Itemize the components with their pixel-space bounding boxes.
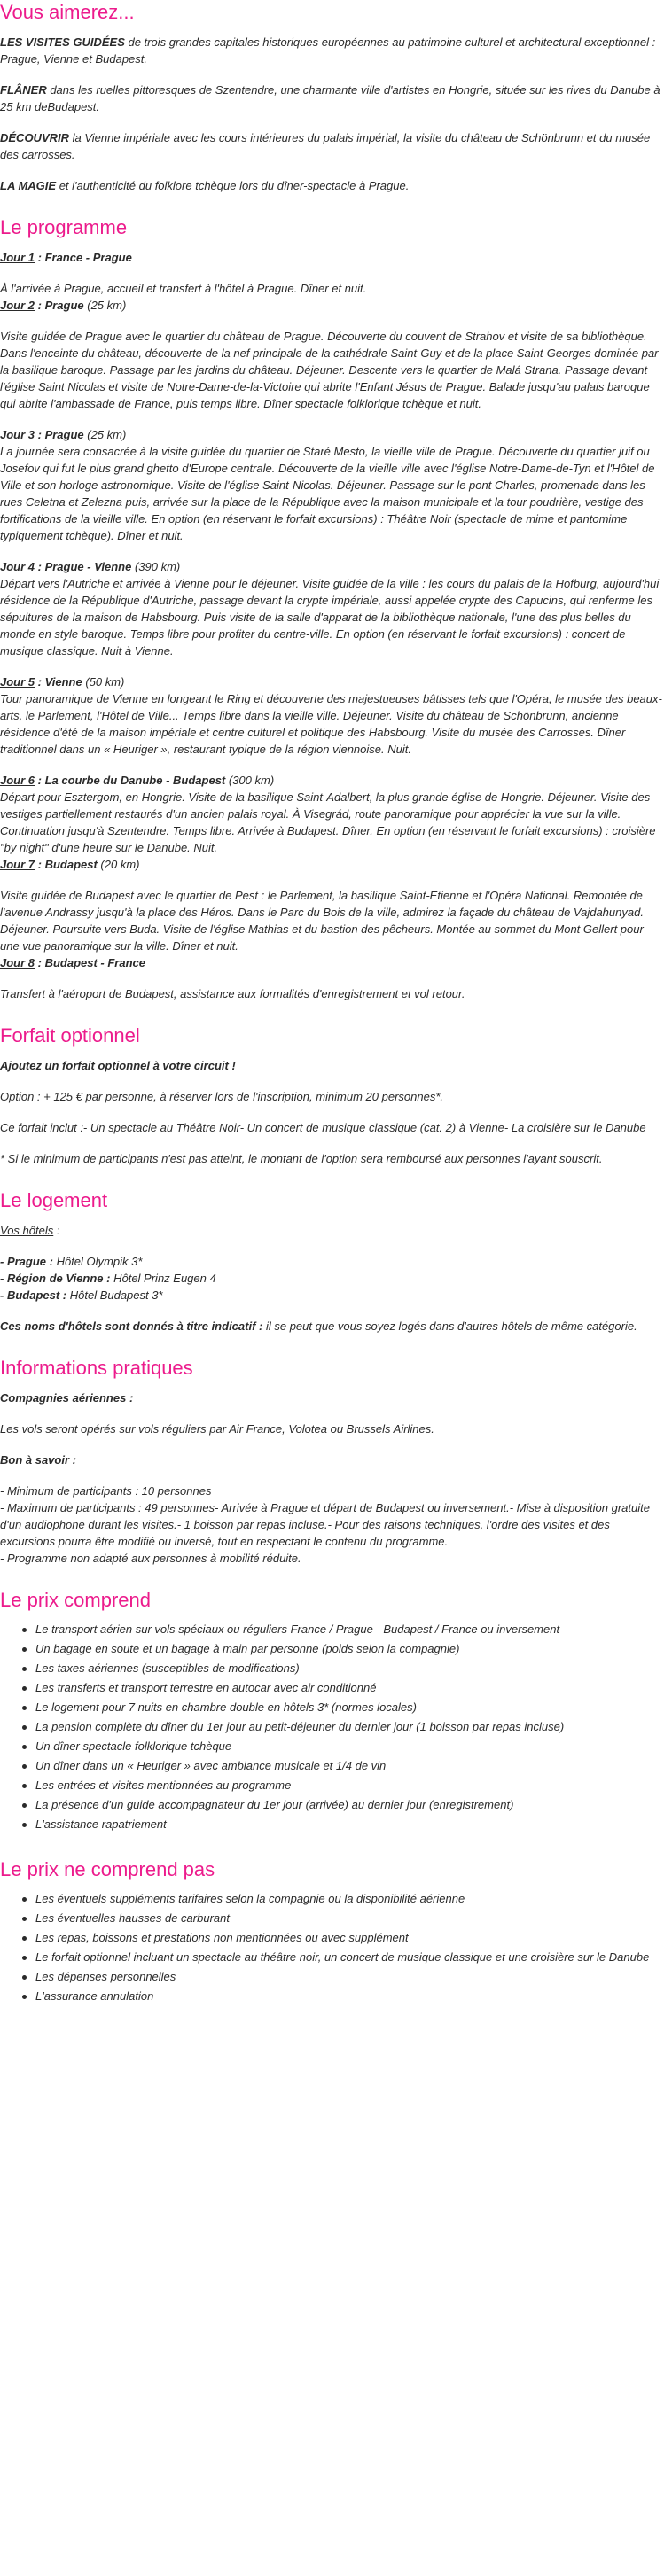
list-item-text: Les entrées et visites mentionnées au programme — [35, 1778, 292, 1792]
list-item — [35, 1797, 665, 1813]
list-item-text: L'assistance rapatriement — [35, 1817, 167, 1831]
list-item-text: L'assurance annulation — [35, 1989, 154, 2003]
bullet-icon — [22, 1936, 27, 1941]
day-distance: (390 km) — [131, 560, 181, 573]
hotel-city: - Prague : — [0, 1255, 53, 1268]
bullet-icon — [22, 1725, 27, 1730]
day-text: Départ pour Esztergom, en Hongrie. Visite de la basilique Saint-Adalbert, la plus grande église de Hongrie. Déjeuner. Visite des vestiges partiellement restaurés d'un ancien palais royal. À Visegrád, route panoramique pour apprécier la vue sur la ville. Continuation jusqu'à Szentendre. Temps libre. Arrivée à Budapest. Dîner. En option (en réservant le forfait excursions) : croisière "by night" d'une heure sur le Danube. Nuit. — [0, 790, 656, 854]
list-item — [35, 1661, 665, 1677]
list-item — [35, 1739, 665, 1755]
list-item — [35, 1641, 665, 1657]
bullet-icon — [22, 1745, 27, 1749]
highlight-paragraph — [0, 34, 665, 67]
highlight-paragraph — [0, 82, 665, 115]
bullet-icon — [22, 1975, 27, 1980]
day-heading — [0, 673, 665, 690]
list-item — [35, 1969, 665, 1985]
bullet-icon — [22, 1784, 27, 1788]
forfait-subtitle-text: Ajoutez un forfait optionnel à votre circuit ! — [0, 1059, 236, 1072]
day-text: Tour panoramique de Vienne en longeant le Ring et découverte des majestueuses bâtisses tels que l'Opéra, le musée des beaux-arts, le Parlement, l'Hôtel de Ville... Temps libre dans la vieille ville. Déjeuner. Visite du château de Schönbrunn, ancienne résidence d'été de la maison impériale et centre culturel et politique des Habsbourg. Visite du musée des Carrosses. Dîner traditionnel dans un « Heuriger », restaurant typique de la région viennoise. Nuit. — [0, 692, 662, 756]
day-5 — [0, 673, 665, 772]
day-route: : Budapest — [35, 858, 98, 871]
airlines-text: Les vols seront opérés sur vols réguliers par Air France, Volotea ou Brussels Airlines. — [0, 1422, 434, 1436]
day-label: Jour 2 — [0, 299, 35, 312]
day-heading — [0, 249, 665, 266]
forfait-note: * Si le minimum de participants n'est pas atteint, le montant de l'option sera remboursé aux personnes l'ayant souscrit. — [0, 1152, 603, 1165]
day-1 — [0, 249, 665, 297]
bullet-icon — [22, 1667, 27, 1671]
day-3 — [0, 426, 665, 558]
list-item — [35, 1700, 665, 1716]
bullet-icon — [22, 1647, 27, 1652]
hotel-name: Hôtel Prinz Eugen 4 — [110, 1272, 216, 1285]
section-title-forfait: Forfait optionnel — [0, 1024, 140, 1047]
list-item-text: Les dépenses personnelles — [35, 1970, 176, 1983]
day-label: Jour 5 — [0, 675, 35, 689]
hotel-item — [0, 1270, 665, 1287]
hotel-name: Hôtel Budapest 3* — [66, 1288, 163, 1302]
hotel-name: Hôtel Olympik 3* — [52, 1255, 143, 1268]
list-item-text: La présence d'un guide accompagnateur du 1er jour (arrivée) au dernier jour (enregistrement) — [35, 1798, 514, 1811]
forfait-subtitle — [0, 1057, 665, 1074]
highlight-text: dans les ruelles pittoresques de Szentendre, une charmante ville d'artistes en Hongrie, située sur les rives du Danube à 25 km deBudapest. — [0, 83, 660, 113]
good-to-know-label-text: Bon à savoir : — [0, 1453, 76, 1467]
bullet-icon — [22, 1956, 27, 1960]
day-text: Départ vers l'Autriche et arrivée à Vienne pour le déjeuner. Visite guidée de la ville : les cours du palais de la Hofburg, aujourd'hui résidence de la République d'Autriche, passage devant la crypte impériale, aussi appelée crypte des Capucins, qui renferme les sépultures de la maison de Habsbourg. Puis visite de la salle d'apparat de la bibliothèque nationale, l'une des plus belles du monde en style baroque. Temps libre pour profiter du centre-ville. En option (en réservant le forfait excursions) : concert de musique classique. Nuit à Vienne. — [0, 577, 660, 658]
hotels-note-text: il se peut que vous soyez logés dans d'autres hôtels de même catégorie. — [262, 1319, 637, 1333]
day-route: : Prague - Vienne — [35, 560, 132, 573]
bullet-icon — [22, 1823, 27, 1827]
day-text: À l'arrivée à Prague, accueil et transfert à l'hôtel à Prague. Dîner et nuit. — [0, 282, 367, 295]
hotel-item — [0, 1253, 665, 1270]
day-distance: (25 km) — [83, 299, 127, 312]
airlines-label — [0, 1389, 665, 1406]
highlight-text: et l'authenticité du folklore tchèque lors du dîner-spectacle à Prague. — [56, 179, 410, 192]
forfait-includes: Ce forfait inclut :- Un spectacle au Théâtre Noir- Un concert de musique classique (cat. 2) à Vienne- La croisière sur le Danube — [0, 1121, 646, 1134]
day-7 — [0, 856, 665, 954]
hotel-city: - Région de Vienne : — [0, 1272, 111, 1285]
day-distance: (25 km) — [83, 428, 127, 441]
highlight-paragraph — [0, 129, 665, 163]
list-item — [35, 1719, 665, 1735]
list-item — [35, 1911, 665, 1926]
day-distance: (50 km) — [82, 675, 125, 689]
day-route: : Vienne — [35, 675, 82, 689]
day-distance: (20 km) — [97, 858, 140, 871]
list-item-text: Le logement pour 7 nuits en chambre double en hôtels 3* (normes locales) — [35, 1700, 417, 1714]
section-title-comprend: Le prix comprend — [0, 1589, 151, 1611]
day-label: Jour 3 — [0, 428, 35, 441]
day-4 — [0, 558, 665, 673]
list-item-text: Les transferts et transport terrestre en autocar avec air conditionné — [35, 1681, 377, 1694]
excluded-list — [0, 1891, 665, 2004]
list-item — [35, 1988, 665, 2004]
bullet-icon — [22, 1995, 27, 1999]
day-text: Visite guidée de Budapest avec le quartier de Pest : le Parlement, la basilique Saint-Etienne et l'Opéra National. Remontée de l'avenue Andrassy jusqu'à la place des Héros. Dans le Parc du Bois de la ville, admirez la façade du château de Vajdahunyad. Déjeuner. Poursuite vers Buda. Visite de l'église Mathias et du bastion des pêcheurs. Montée au sommet du Mont Gellert pour une vue panoramique sur la ville. Dîner et nuit. — [0, 889, 644, 953]
hotel-city: - Budapest : — [0, 1288, 67, 1302]
hotels-heading-label: Vos hôtels — [0, 1224, 54, 1237]
day-heading — [0, 954, 665, 971]
day-route: : Budapest - France — [35, 956, 145, 969]
good-to-know-line: - Programme non adapté aux personnes à mobilité réduite. — [0, 1552, 301, 1565]
list-item-text: Le forfait optionnel incluant un spectacle au théâtre noir, un concert de musique classique et une croisière sur le Danube — [35, 1950, 650, 1964]
list-item-text: Les éventuelles hausses de carburant — [35, 1911, 230, 1925]
list-item — [35, 1817, 665, 1833]
list-item-text: Le transport aérien sur vols spéciaux ou réguliers France / Prague - Budapest / France ou inversement — [35, 1623, 560, 1636]
day-2 — [0, 297, 665, 426]
day-text: La journée sera consacrée à la visite guidée du quartier de Staré Mesto, la vieille ville de Prague. Découverte du quartier juif ou Josefov qui fut le plus grand ghetto d'Europe centrale. Découverte de la vieille ville avec l'église Notre-Dame-de-Tyn et l'Hôtel de Ville et son horloge astronomique. Visite de l'église Saint-Nicolas. Déjeuner. Passage sur le pont Charles, promenade dans les rues Celetna et Zelezna puis, arrivée sur la place de la République avec la maison municipale et la tour poudrière, vestige des fortifications de la vieille ville. En option (en réservant le forfait excursions) : Théâtre Noir (spectacle de mime et pantomime typiquement tchèque). Dîner et nuit. — [0, 445, 655, 542]
day-8 — [0, 954, 665, 1002]
day-label: Jour 7 — [0, 858, 35, 871]
day-distance: (300 km) — [225, 774, 275, 787]
list-item — [35, 1891, 665, 1907]
highlight-keyword: DÉCOUVRIR — [0, 131, 70, 144]
good-to-know-label — [0, 1451, 665, 1468]
day-route: : France - Prague — [35, 251, 132, 264]
list-item-text: Un dîner dans un « Heuriger » avec ambiance musicale et 1/4 de vin — [35, 1759, 387, 1772]
highlight-text: la Vienne impériale avec les cours intérieures du palais impérial, la visite du château de Schönbrunn et du musée des carrosses. — [0, 131, 651, 161]
highlight-keyword: LES VISITES GUIDÉES — [0, 35, 125, 49]
day-label: Jour 4 — [0, 560, 35, 573]
highlight-text: de trois grandes capitales historiques européennes au patrimoine culturel et architectural exceptionnel : Prague, Vienne et Budapest. — [0, 35, 656, 66]
hotel-item — [0, 1287, 665, 1304]
list-item — [35, 1622, 665, 1638]
list-item-text: Un dîner spectacle folklorique tchèque — [35, 1739, 232, 1753]
day-heading — [0, 426, 665, 443]
bullet-icon — [22, 1764, 27, 1769]
hotels-note-bold: Ces noms d'hôtels sont donnés à titre indicatif : — [0, 1319, 263, 1333]
list-item-text: La pension complète du dîner du 1er jour au petit-déjeuner du dernier jour (1 boisson par repas incluse) — [35, 1720, 565, 1733]
list-item — [35, 1778, 665, 1794]
list-item-text: Les taxes aériennes (susceptibles de modifications) — [35, 1662, 300, 1675]
list-item — [35, 1950, 665, 1965]
hotels-heading-colon: : — [53, 1224, 60, 1237]
section-title-ne-comprend-pas: Le prix ne comprend pas — [0, 1858, 215, 1880]
section-title-programme: Le programme — [0, 216, 128, 238]
list-item-text: Un bagage en soute et un bagage à main par personne (poids selon la compagnie) — [35, 1642, 460, 1655]
day-route: : Prague — [35, 299, 84, 312]
day-route: : La courbe du Danube - Budapest — [35, 774, 226, 787]
list-item — [35, 1680, 665, 1696]
bullet-icon — [22, 1917, 27, 1921]
highlight-keyword: FLÂNER — [0, 83, 47, 97]
list-item — [35, 1930, 665, 1946]
day-text: Transfert à l'aéroport de Budapest, assistance aux formalités d'enregistrement et vol retour. — [0, 987, 465, 1000]
highlight-keyword: LA MAGIE — [0, 179, 57, 192]
highlight-paragraph — [0, 177, 665, 194]
airlines-label-text: Compagnies aériennes : — [0, 1391, 134, 1405]
bullet-icon — [22, 1897, 27, 1902]
day-heading — [0, 558, 665, 575]
bullet-icon — [22, 1628, 27, 1632]
day-label: Jour 8 — [0, 956, 35, 969]
hotels-note — [0, 1318, 665, 1335]
list-item-text: Les repas, boissons et prestations non mentionnées ou avec supplément — [35, 1931, 409, 1944]
bullet-icon — [22, 1706, 27, 1710]
good-to-know-line: - Maximum de participants : 49 personnes- Arrivée à Prague et départ de Budapest ou inversement.- Mise à disposition gratuite d'un audiophone durant les visites.- 1 boisson par repas incluse.- Pour des raisons techniques, l'ordre des visites et des excursions pourra être modifié ou inversé, tout en respectant le contenu du programme. — [0, 1501, 650, 1548]
day-label: Jour 1 — [0, 251, 35, 264]
section-title-infos: Informations pratiques — [0, 1357, 193, 1379]
day-heading — [0, 297, 665, 314]
day-heading — [0, 856, 665, 873]
bullet-icon — [22, 1686, 27, 1691]
good-to-know-line: - Minimum de participants : 10 personnes — [0, 1484, 212, 1498]
section-title-vous-aimerez: Vous aimerez... — [0, 1, 135, 23]
list-item-text: Les éventuels suppléments tarifaires selon la compagnie ou la disponibilité aérienne — [35, 1892, 465, 1905]
forfait-option: Option : + 125 € par personne, à réserver lors de l'inscription, minimum 20 personnes*. — [0, 1090, 443, 1103]
hotels-heading — [0, 1222, 665, 1239]
bullet-icon — [22, 1803, 27, 1808]
included-list — [0, 1622, 665, 1833]
day-6 — [0, 772, 665, 856]
day-heading — [0, 772, 665, 789]
list-item — [35, 1758, 665, 1774]
day-text: Visite guidée de Prague avec le quartier du château de Prague. Découverte du couvent de Strahov et visite de sa bibliothèque. Dans l'enceinte du château, découverte de la nef principale de la cathédrale Saint-Guy et de la place Saint-Georges dominée par la basilique baroque. Passage par les jardins du château. Déjeuner. Descente vers le quartier de Malá Strana. Passage devant l'église Saint Nicolas et visite de Notre-Dame-de-la-Victoire qui abrite l'Enfant Jésus de Prague. Balade jusqu'au palais baroque qui abrite l'ambassade de France, puis temps libre. Dîner spectacle folklorique tchèque et nuit. — [0, 330, 659, 410]
day-label: Jour 6 — [0, 774, 35, 787]
day-route: : Prague — [35, 428, 84, 441]
section-title-logement: Le logement — [0, 1189, 108, 1211]
